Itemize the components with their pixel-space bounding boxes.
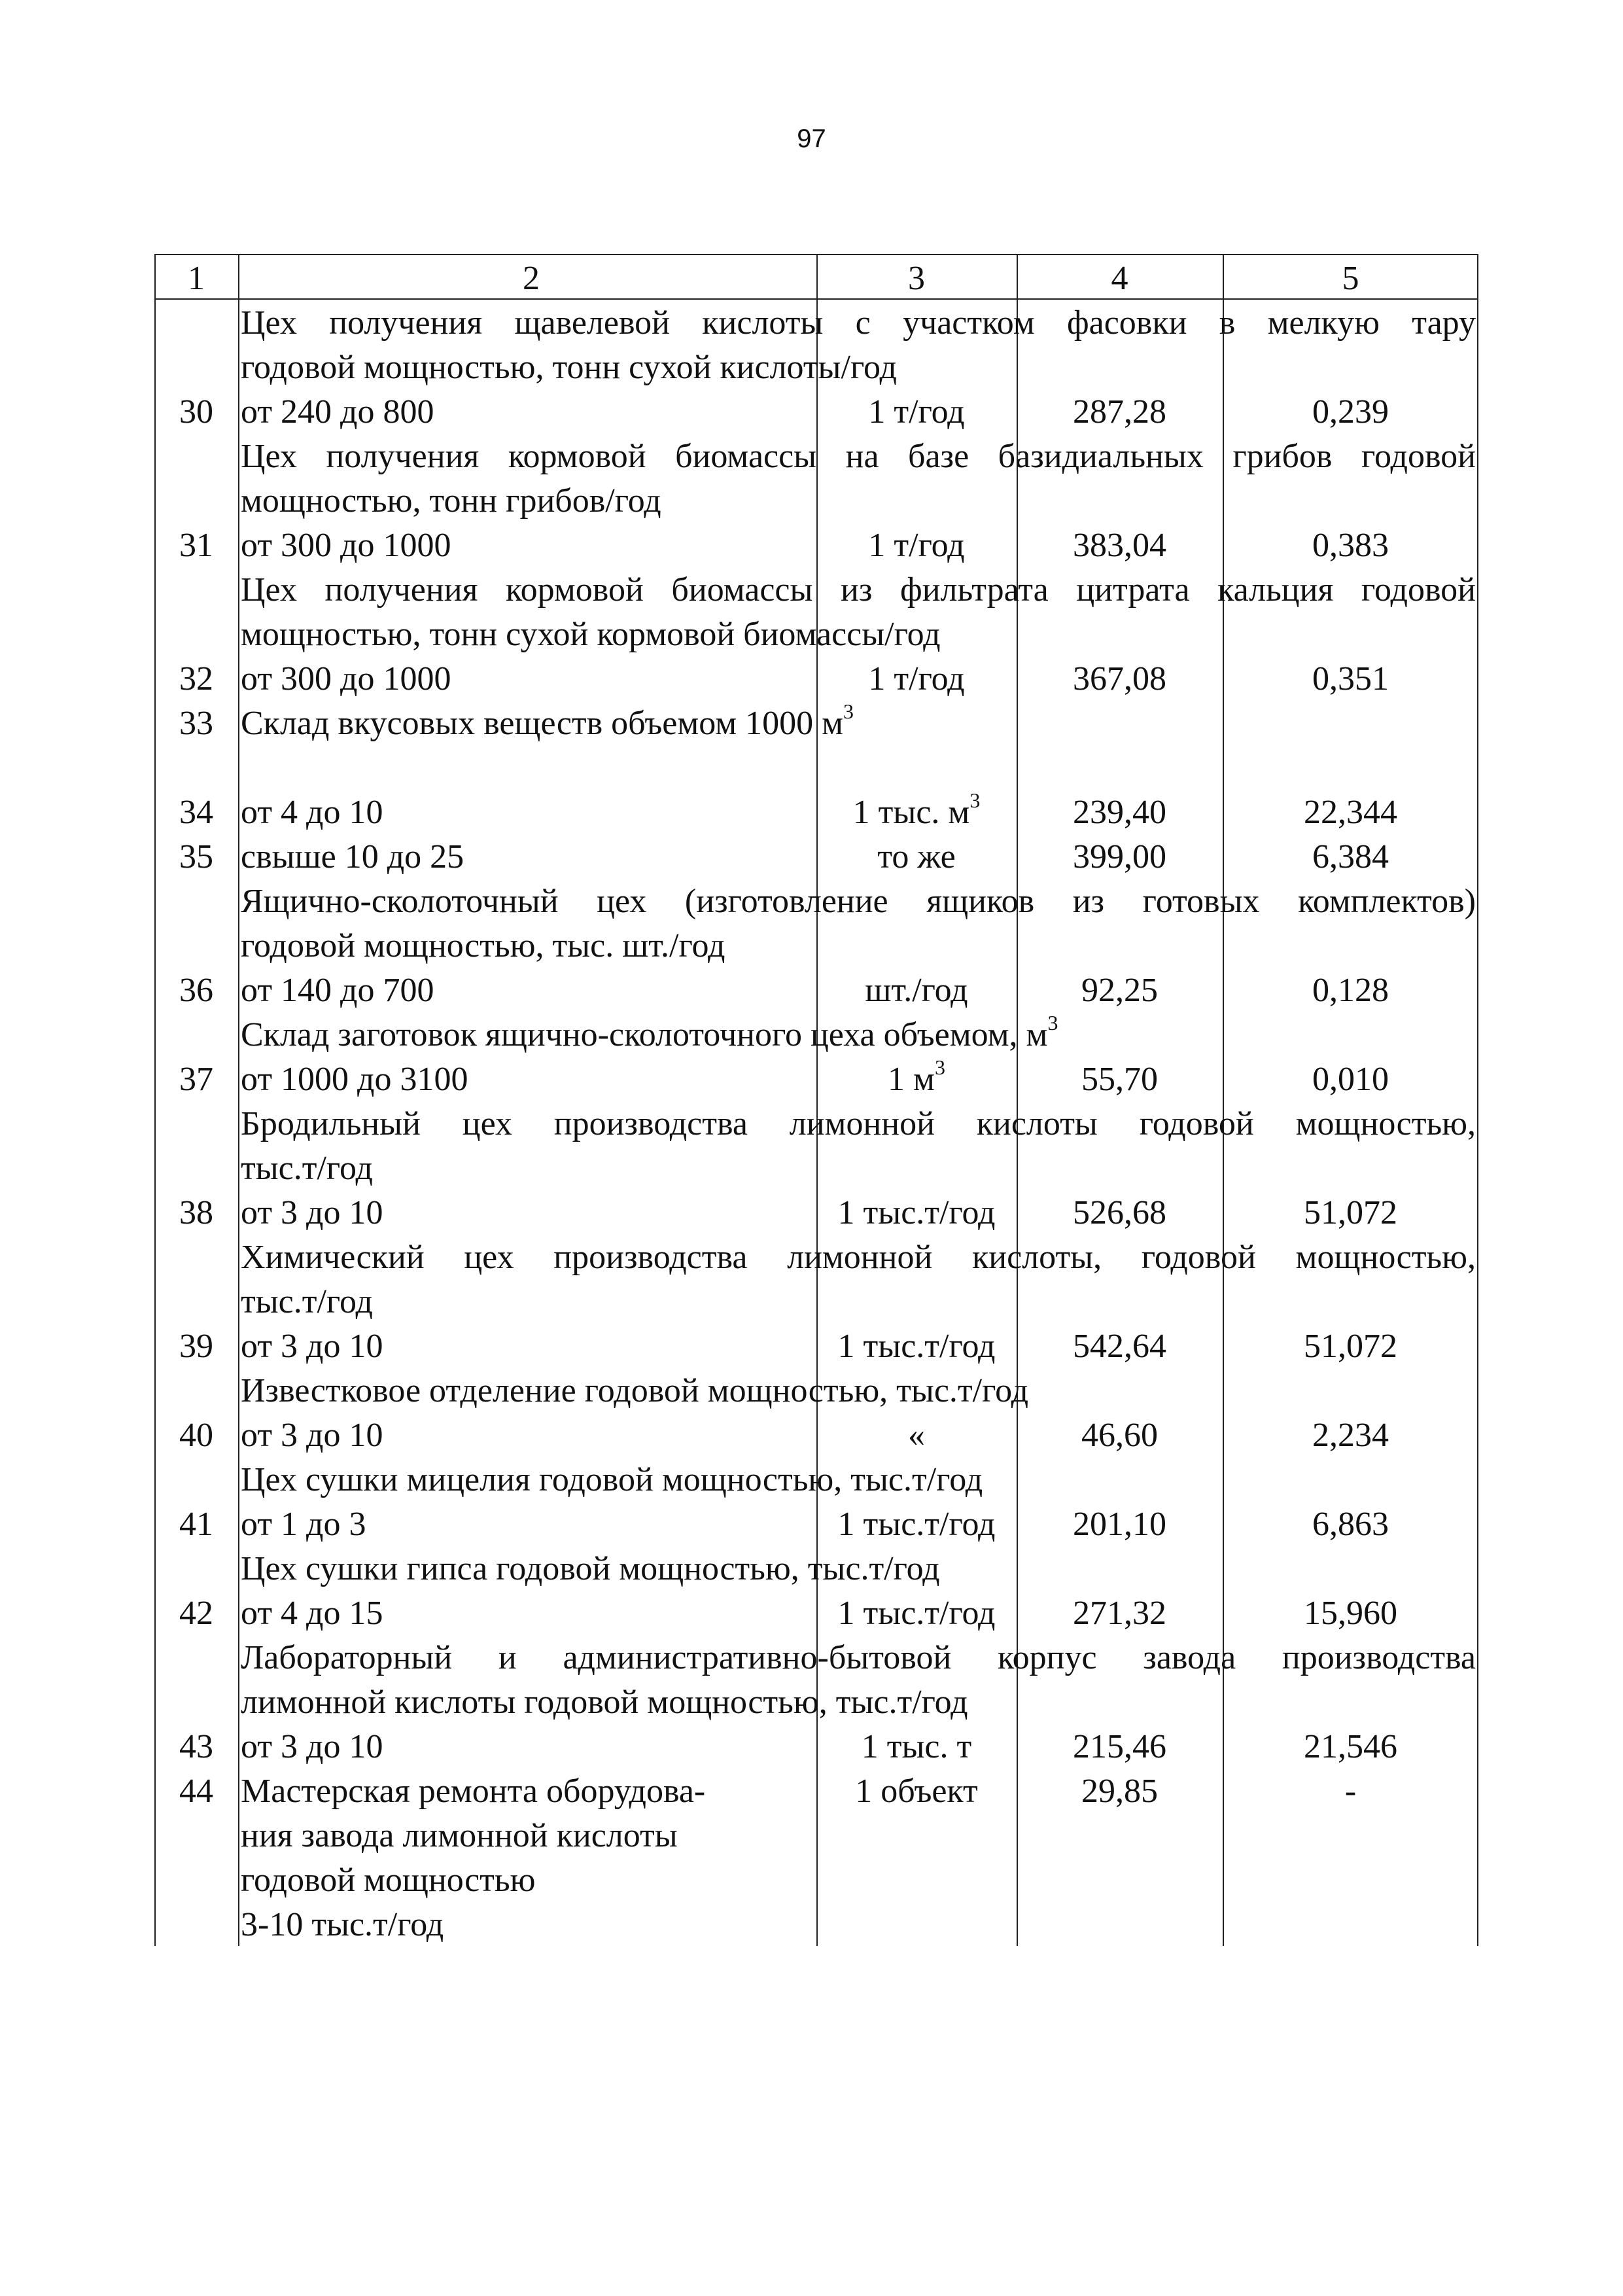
row-41-value-4: 201,10 [1073,1506,1166,1543]
row-32-number: 32 [179,660,213,698]
row-32-range: от 300 до 1000 [241,660,451,698]
row-38-unit: 1 тыс.т/год [837,1194,996,1231]
row-32-unit: 1 т/год [868,660,965,698]
row-44-unit: 1 объект [855,1773,978,1810]
row-39-unit: 1 тыс.т/год [837,1328,996,1365]
row-31-range: от 300 до 1000 [241,527,451,564]
row-34-number: 34 [179,794,213,831]
header-col-3: 3 [908,260,925,297]
row-44-line: годовой мощностью [241,1862,536,1899]
row-44-line: Мастерская ремонта оборудова- [241,1773,706,1810]
row-40-value-5: 2,234 [1312,1417,1389,1454]
row-34-value-4: 239,40 [1073,794,1166,831]
row-39-range: от 3 до 10 [241,1328,383,1365]
row-30-value-4: 287,28 [1073,393,1166,431]
row-41-range: от 1 до 3 [241,1506,366,1543]
row-30-unit: 1 т/год [868,393,965,431]
row-35-value-5: 6,384 [1312,838,1389,875]
row-43-subtitle: лимонной кислоты годовой мощностью, тыс.т/год [241,1684,968,1721]
row-39-value-4: 542,64 [1073,1328,1166,1365]
row-31-number: 31 [179,527,213,564]
row-30-title: Цех получения щавелевой кислоты с участком фасовки в мелкую тару [241,304,1476,342]
row-41-title: Цех сушки мицелия годовой мощностью, тыс.т/год [241,1461,983,1498]
row-33-title: Склад вкусовых веществ объемом 1000 $м^3$ [241,699,854,742]
row-37-value-4: 55,70 [1081,1061,1158,1098]
row-40-range: от 3 до 10 [241,1417,383,1454]
row-36-range: от 140 до 700 [241,972,434,1009]
row-41-unit: 1 тыс.т/год [837,1506,996,1543]
row-30-number: 30 [179,393,213,431]
row-40-value-4: 46,60 [1081,1417,1158,1454]
row-32-value-5: 0,351 [1312,660,1389,698]
row-39-title: Химический цех производства лимонной кислоты, годовой мощностью, [241,1239,1476,1276]
row-37-unit: 1 $м^3$ [888,1055,945,1098]
row-34-range: от 4 до 10 [241,794,383,831]
row-31-value-4: 383,04 [1073,527,1166,564]
row-31-unit: 1 т/год [868,527,965,564]
row-38-subtitle: тыс.т/год [241,1150,373,1187]
row-34-unit: 1 тыс. $м^3$ [852,788,981,831]
row-43-number: 43 [179,1728,213,1765]
row-36-value-4: 92,25 [1081,972,1158,1009]
header-col-2: 2 [523,260,540,297]
row-44-line: 3-10 тыс.т/год [241,1906,444,1943]
row-31-subtitle: мощностью, тонн грибов/год [241,482,661,520]
row-41-value-5: 6,863 [1312,1506,1389,1543]
row-40-title: Известковое отделение годовой мощностью, тыс.т/год [241,1372,1029,1409]
row-35-unit: то же [877,838,956,875]
row-30-subtitle: годовой мощностью, тонн сухой кислоты/год [241,349,897,386]
row-36-subtitle: годовой мощностью, тыс. шт./год [241,927,725,964]
row-30-value-5: 0,239 [1312,393,1389,431]
row-37-title: Склад заготовок ящично-сколоточного цеха объемом, $м^3$ [241,1010,1058,1053]
row-31-value-5: 0,383 [1312,527,1389,564]
row-37-range: от 1000 до 3100 [241,1061,468,1098]
row-43-value-5: 21,546 [1304,1728,1397,1765]
row-40-unit: « [908,1417,925,1454]
row-35-number: 35 [179,838,213,875]
row-32-value-4: 367,08 [1073,660,1166,698]
header-col-5: 5 [1342,260,1359,297]
row-44-number: 44 [179,1773,213,1810]
row-43-value-4: 215,46 [1073,1728,1166,1765]
row-36-title: Ящично-сколоточный цех (изготовление ящиков из готовых комплектов) [241,883,1476,920]
page-number: 97 [797,124,826,153]
row-35-value-4: 399,00 [1073,838,1166,875]
row-31-title: Цех получения кормовой биомассы на базе базидиальных грибов годовой [241,438,1476,475]
row-30-range: от 240 до 800 [241,393,434,431]
row-42-title: Цех сушки гипса годовой мощностью, тыс.т/год [241,1550,940,1587]
row-40-number: 40 [179,1417,213,1454]
row-38-number: 38 [179,1194,213,1231]
row-37-value-5: 0,010 [1312,1061,1389,1098]
row-42-number: 42 [179,1595,213,1632]
row-32-subtitle: мощностью, тонн сухой кормовой биомассы/год [241,616,941,653]
row-43-range: от 3 до 10 [241,1728,383,1765]
row-38-value-5: 51,072 [1304,1194,1397,1231]
row-43-unit: 1 тыс. т [861,1728,972,1765]
row-38-title: Бродильный цех производства лимонной кислоты годовой мощностью, [241,1105,1476,1142]
row-36-number: 36 [179,972,213,1009]
row-37-number: 37 [179,1061,213,1098]
row-39-value-5: 51,072 [1304,1328,1397,1365]
row-32-title: Цех получения кормовой биомассы из фильтрата цитрата кальция годовой [241,571,1476,609]
row-42-range: от 4 до 15 [241,1595,383,1632]
row-39-subtitle: тыс.т/год [241,1283,373,1320]
row-38-value-4: 526,68 [1073,1194,1166,1231]
row-35-range: свыше 10 до 25 [241,838,464,875]
column-divider [238,254,239,1946]
row-42-unit: 1 тыс.т/год [837,1595,996,1632]
row-34-value-5: 22,344 [1304,794,1397,831]
row-42-value-5: 15,960 [1304,1595,1397,1632]
row-33-number: 33 [179,705,213,742]
header-col-1: 1 [188,260,205,297]
row-43-title: Лабораторный и административно-бытовой корпус завода производства [241,1639,1476,1676]
row-38-range: от 3 до 10 [241,1194,383,1231]
row-36-unit: шт./год [865,972,968,1009]
row-36-value-5: 0,128 [1312,972,1389,1009]
cost-table [154,254,1478,1946]
row-44-line: ния завода лимонной кислоты [241,1817,678,1854]
header-col-4: 4 [1111,260,1128,297]
row-44-value-5: - [1344,1773,1357,1810]
row-42-value-4: 271,32 [1073,1595,1166,1632]
row-39-number: 39 [179,1328,213,1365]
row-41-number: 41 [179,1506,213,1543]
row-44-value-4: 29,85 [1081,1773,1158,1810]
